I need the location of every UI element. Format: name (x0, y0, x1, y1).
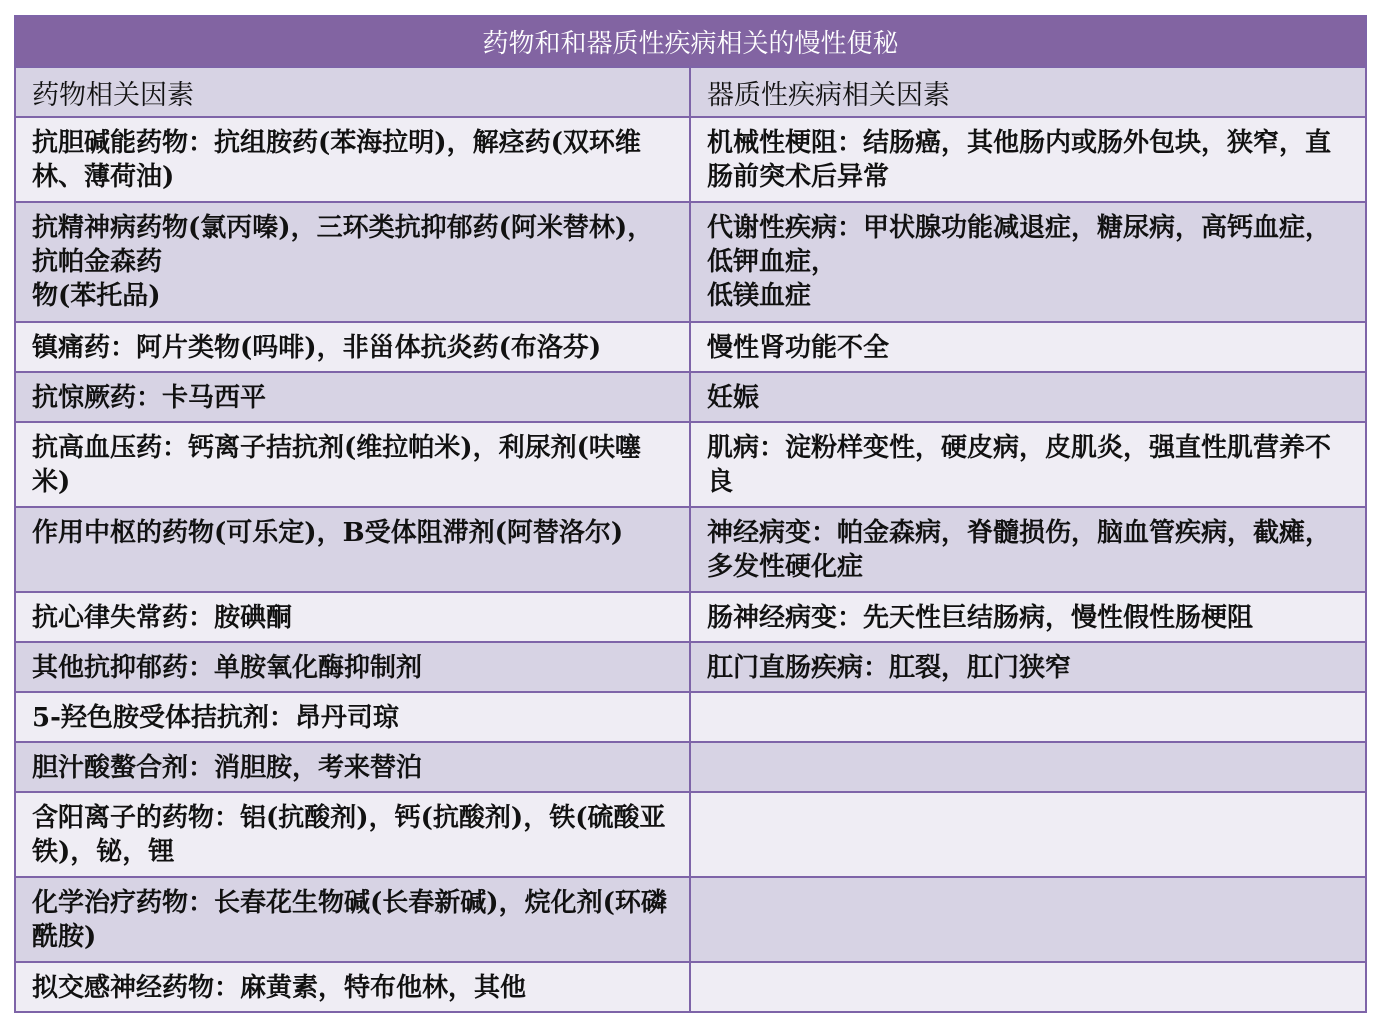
table-row (15, 322, 1366, 372)
table-row (15, 742, 1366, 792)
table-row (15, 692, 1366, 742)
drug-cell: 化学治疗药物：长春花生物碱(长春新碱)，烷化剂(环磷酰胺) (15, 877, 690, 962)
disease-cell: 代谢性疾病：甲状腺功能减退症，糖尿病，高钙血症，低钾血症， 低镁血症 (690, 202, 1366, 322)
table-row (15, 422, 1366, 507)
drug-cell: 抗精神病药物(氯丙嗪)，三环类抗抑郁药(阿米替林)，抗帕金森药 物(苯托品) (15, 202, 690, 322)
table-row (15, 642, 1366, 692)
drug-cell: 镇痛药：阿片类物(吗啡)，非甾体抗炎药(布洛芬) (15, 322, 690, 372)
table-row (15, 592, 1366, 642)
disease-cell (690, 962, 1366, 1012)
disease-cell: 肠神经病变：先天性巨结肠病，慢性假性肠梗阻 (690, 592, 1366, 642)
drug-cell: 5-羟色胺受体拮抗剂：昂丹司琼 (15, 692, 690, 742)
table-row (15, 507, 1366, 592)
disease-cell: 肌病：淀粉样变性，硬皮病，皮肌炎，强直性肌营养不良 (690, 422, 1366, 507)
disease-cell (690, 692, 1366, 742)
header-organic-disease-factors: 器质性疾病相关因素 (690, 67, 1366, 117)
table-row (15, 877, 1366, 962)
drug-cell: 其他抗抑郁药：单胺氧化酶抑制剂 (15, 642, 690, 692)
drug-cell: 拟交感神经药物：麻黄素，特布他林，其他 (15, 962, 690, 1012)
table-row (15, 962, 1366, 1012)
table-row (15, 202, 1366, 322)
disease-cell: 慢性肾功能不全 (690, 322, 1366, 372)
drug-cell: 抗心律失常药：胺碘酮 (15, 592, 690, 642)
disease-cell: 肛门直肠疾病：肛裂，肛门狭窄 (690, 642, 1366, 692)
table-row (15, 792, 1366, 877)
drug-cell: 胆汁酸螯合剂：消胆胺，考来替泊 (15, 742, 690, 792)
disease-cell: 机械性梗阻：结肠癌，其他肠内或肠外包块，狭窄，直肠前突术后异常 (690, 117, 1366, 202)
drug-cell: 作用中枢的药物(可乐定)，B受体阻滞剂(阿替洛尔) (15, 507, 690, 592)
drug-cell: 抗高血压药：钙离子拮抗剂(维拉帕米)，利尿剂(呋噻米) (15, 422, 690, 507)
disease-cell (690, 877, 1366, 962)
table-title: 药物和和器质性疾病相关的慢性便秘 (15, 16, 1366, 67)
drug-cell: 含阳离子的药物：铝(抗酸剂)，钙(抗酸剂)，铁(硫酸亚铁)，铋，锂 (15, 792, 690, 877)
drug-cell: 抗惊厥药：卡马西平 (15, 372, 690, 422)
disease-cell: 妊娠 (690, 372, 1366, 422)
disease-cell: 神经病变：帕金森病，脊髓损伤，脑血管疾病，截瘫，多发性硬化症 (690, 507, 1366, 592)
constipation-table (14, 15, 1367, 1013)
table-row (15, 117, 1366, 202)
drug-cell: 抗胆碱能药物：抗组胺药(苯海拉明)，解痉药(双环维林、薄荷油) (15, 117, 690, 202)
table-row (15, 372, 1366, 422)
disease-cell (690, 742, 1366, 792)
header-drug-factors: 药物相关因素 (15, 67, 690, 117)
disease-cell (690, 792, 1366, 877)
